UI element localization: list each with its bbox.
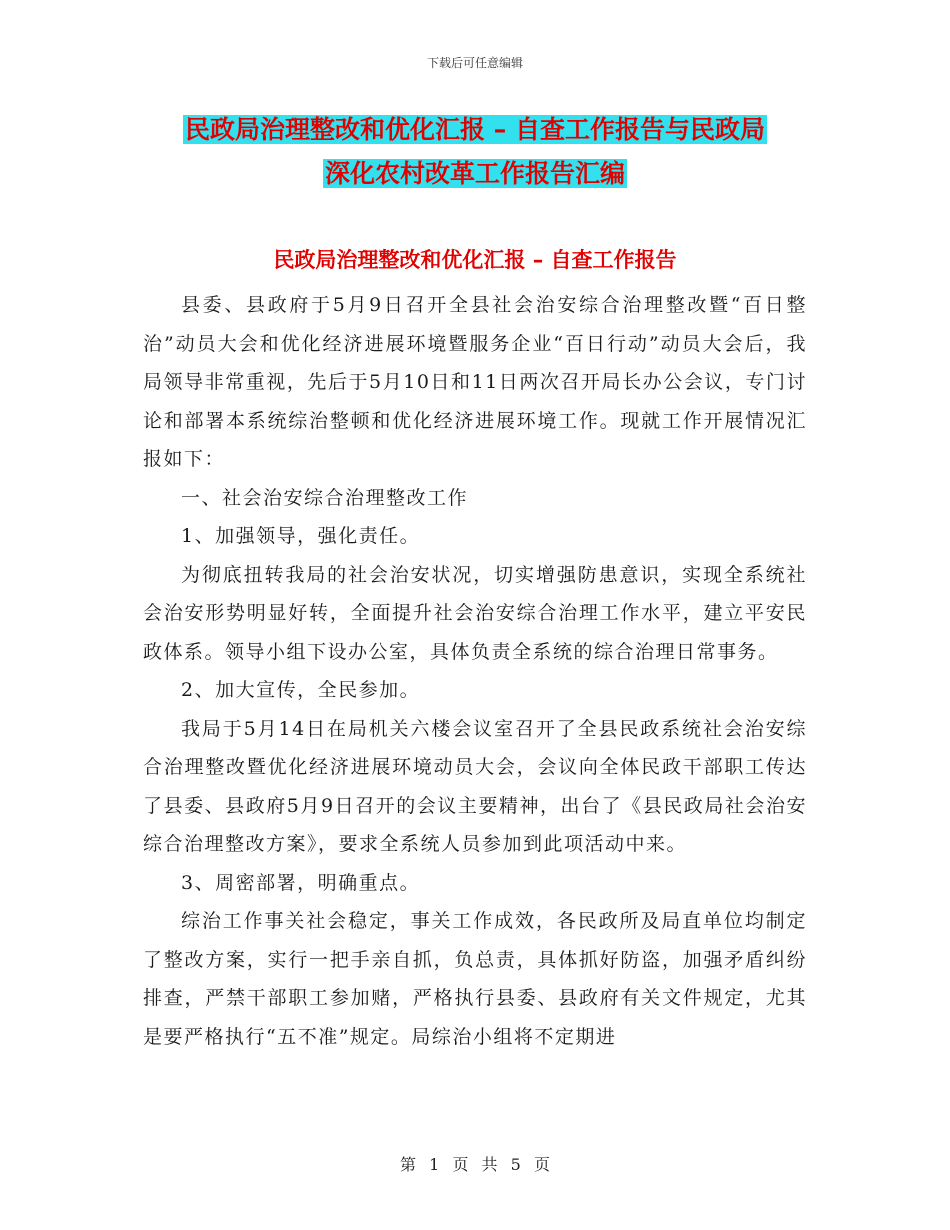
page-footer: [0, 1152, 950, 1175]
header-note: 下载后可任意编辑: [426, 56, 523, 70]
footer-total-unit: 页: [533, 1155, 550, 1174]
main-title-line-1-text: 民政局治理整改和优化汇报 – 自查工作报告与民政局: [185, 115, 765, 144]
footer-page-label: 第: [400, 1155, 417, 1174]
subheading-1: 1、加强领导，强化责任。: [181, 525, 421, 547]
paragraph-3: 综治工作事关社会稳定，事关工作成效，各民政所及局直单位均制定了整改方案，实行一把手亲自抓，负总责，具体抓好防盗，加强矛盾纠纷排查，严禁干部职工参加赌，严格执行县委、县政府有关文件规定，尤其是要严格执行“五不准”规定。局综治小组将不定期进: [143, 910, 807, 1048]
subheading-3: 3、周密部署，明确重点。: [181, 871, 421, 894]
footer-page-unit: 页: [452, 1155, 469, 1174]
main-title-line-2: [140, 152, 810, 196]
section-title: 民政局治理整改和优化汇报 – 自查工作报告: [273, 248, 677, 272]
paragraph-2: 我局于5月14日在局机关六楼会议室召开了全县民政系统社会治安综合治理整改暨优化经济进展环境动员大会，会议向全体民政干部职工传达了县委、县政府5月9日召开的会议主要精神，出台了《县民政局社会治安综合治理整改方案》，要求全系统人员参加到此项活动中来。: [143, 717, 807, 855]
paragraph-1: 为彻底扭转我局的社会治安状况，切实增强防患意识，实现全系统社会治安形势明显好转，全面提升社会治安综合治理工作水平，建立平安民政体系。领导小组下设办公室，具体负责全系统的综合治理日常事务。: [143, 563, 807, 663]
document-body: [143, 286, 807, 1056]
main-title-line-2-text: 深化农村改革工作报告汇编: [324, 159, 625, 188]
heading-section-1: 一、社会治安综合治理整改工作: [181, 486, 469, 509]
footer-total-pages: 5: [510, 1155, 521, 1174]
main-title-line-1: [140, 108, 810, 152]
paragraph-intro: 县委、县政府于5月9日召开全县社会治安综合治理整改暨“百日整治”动员大会和优化经济进展环境暨服务企业“百日行动”动员大会后，我局领导非常重视，先后于5月10日和11日两次召开局长办公会议，专门讨论和部署本系统综治整顿和优化经济进展环境工作。现就工作开展情况汇报如下：: [143, 294, 807, 470]
footer-total-label: 共: [481, 1155, 498, 1174]
subheading-2: 2、加大宣传，全民参加。: [181, 679, 421, 701]
footer-current-page: 1: [429, 1155, 440, 1174]
